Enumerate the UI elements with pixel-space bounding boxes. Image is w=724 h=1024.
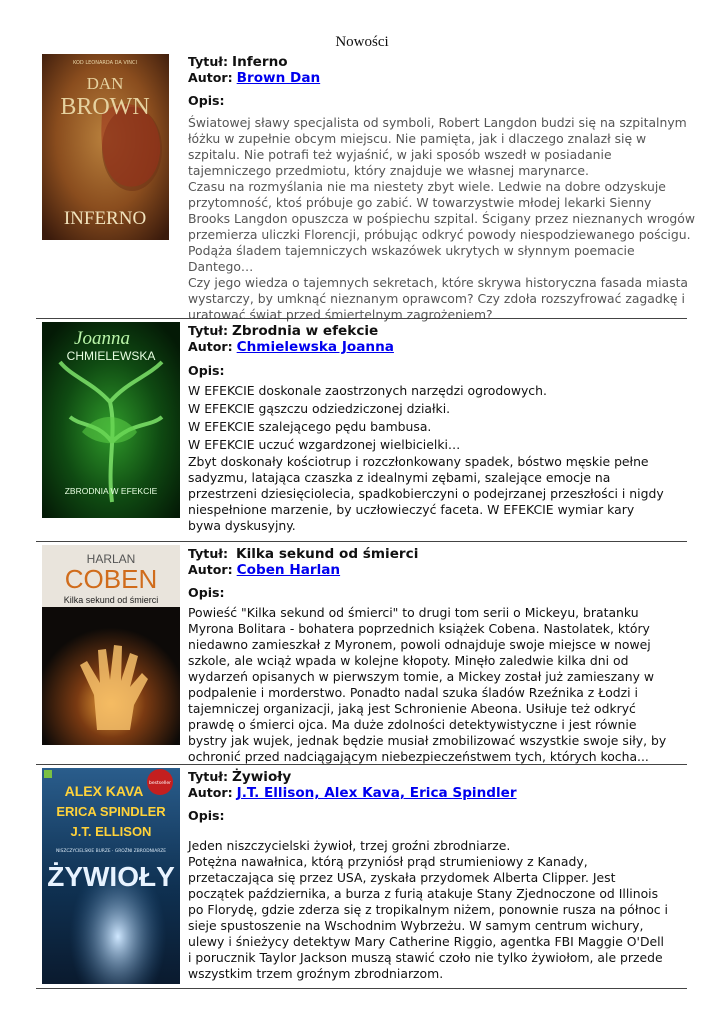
- author-link[interactable]: Chmielewska Joanna: [236, 339, 394, 355]
- description-line: ulewy i śnieżycy detektyw Mary Catherine Riggio, agentka FBI Maggie O'Dell: [188, 934, 664, 949]
- book-entry-inferno: [36, 54, 696, 322]
- description-line: szpitalu. Nie potrafi też wyjaśnić, w jaki sposób wszedł w posiadanie: [188, 147, 612, 162]
- author-label: Autor:: [188, 785, 233, 800]
- description-line: sieje spustoszenie na Wschodnim Wybrzeżu. W samym centrum wichury,: [188, 918, 644, 933]
- description-label: Opis:: [188, 93, 225, 108]
- book-description: [188, 115, 696, 323]
- cover-title: INFERNO: [63, 208, 147, 229]
- author-label: Autor:: [188, 562, 233, 577]
- description-line: W EFEKCIE gąszczu odziedziczonej działki.: [188, 401, 451, 416]
- description-line: Podąża śladem tajemniczych wskazówek ukrytych w słynnym poemacie: [188, 243, 635, 258]
- title-row: [188, 323, 687, 339]
- description-line: przytomność, ktoś próbuje go zabić. W towarzystwie młodej lekarki Sienny: [188, 195, 652, 210]
- book-cover-zbrodnia[interactable]: [42, 322, 180, 518]
- title-label: Tytuł:: [188, 54, 229, 69]
- cover-author-bottom: COBEN: [64, 564, 158, 594]
- book-info-inferno: [188, 54, 696, 323]
- cover-author-2: ERICA SPINDLER: [56, 804, 166, 819]
- book-description: [188, 605, 687, 765]
- description-line: po Florydę, gdzie zderza się z tropikalnym niżem, ponownie rusza na północ i: [188, 902, 669, 917]
- book-cover-inferno[interactable]: [42, 54, 169, 240]
- description-line: łóżku w zupełnie obcym miejscu. Nie pamięta, jak i dlaczego znalazł się w: [188, 131, 647, 146]
- description-line: Zbyt doskonały kościotrup i rozczłonkowany spadek, bóstwo męskie pełne: [188, 454, 649, 469]
- description-line: tajemniczego przedmiotu, który znajduje we własnej marynarce.: [188, 163, 589, 178]
- description-line: sadyzmu, latająca czaszka z idealnymi zębami, szalejące emocje na: [188, 470, 611, 485]
- description-line: Światowej sławy specjalista od symboli, Robert Langdon budzi się na szpitalnym: [188, 115, 687, 130]
- description-line: przemierza uliczki Florencji, próbując odkryć powody niespodziewanego pościgu.: [188, 227, 691, 242]
- title-row: [188, 54, 687, 70]
- author-link[interactable]: Coben Harlan: [236, 562, 341, 578]
- title-label: Tytuł:: [188, 323, 229, 338]
- cover-title: ŻYWIOŁY: [47, 861, 175, 892]
- description-line: bywa dyskusyjny.: [188, 518, 296, 533]
- cover-author-3: J.T. ELLISON: [70, 824, 152, 839]
- cover-series-text: KOD LEONARDA DA VINCI: [72, 60, 138, 66]
- description-line: prawdę o śmierci ojca. Ma duże zdolności detektywistyczne i jest równie: [188, 717, 637, 732]
- description-line: uratować świat przed śmiertelnym zagrożeniem?: [188, 307, 493, 322]
- separator: [36, 541, 687, 542]
- cover-author-bottom: BROWN: [60, 94, 150, 120]
- description-line: niespełnione marzenie, by uczłowieczyć faceta. W EFEKCIE wymiar kary: [188, 502, 635, 517]
- book-title: Kilka sekund od śmierci: [236, 546, 419, 562]
- description-label: Opis:: [188, 808, 225, 823]
- description-line: ochronić przed nadciągającym niebezpieczeństwem tych, których kocha...: [188, 749, 649, 764]
- title-row: [188, 546, 687, 562]
- separator: [36, 764, 687, 765]
- cover-title: ZBRODNIA W EFEKCIE: [64, 486, 158, 496]
- cover-author-1: ALEX KAVA: [64, 783, 144, 799]
- book-info-zywioly: [188, 769, 687, 982]
- book-entry-zywioly: [36, 768, 687, 990]
- cover-author-top: HARLAN: [86, 552, 136, 566]
- description-label: Opis:: [188, 585, 225, 600]
- author-row: [188, 785, 687, 801]
- description-line: Czasu na rozmyślania nie ma niestety zbyt wiele. Ledwie na dobre odzyskuje: [188, 179, 666, 194]
- title-label: Tytuł:: [188, 769, 229, 784]
- book-title: Żywioły: [232, 769, 292, 785]
- description-line: Myrona Bolitara - bohatera poprzednich książek Cobena. Nastolatek, który: [188, 621, 650, 636]
- description-line: Brooks Langdon opuszcza w pośpiechu szpital. Ścigany przez nieznanych wrogów: [188, 211, 696, 226]
- book-entry-zbrodnia: [36, 322, 687, 538]
- book-title: Inferno: [232, 54, 288, 70]
- description-line: i porucznik Taylor Jackson muszą stawić czoło nie tylko żywiołom, ale przede: [188, 950, 663, 965]
- author-row: [188, 70, 687, 86]
- book-info-zbrodnia: [188, 323, 687, 534]
- page-title: Nowości: [335, 34, 389, 50]
- description-label: Opis:: [188, 363, 225, 378]
- description-line: tajemniczej organizacji, jaką jest Schronienie Abeona. Usiłuje też odkryć: [188, 701, 636, 716]
- author-link[interactable]: J.T. Ellison, Alex Kava, Erica Spindler: [236, 785, 517, 801]
- cover-badge: bestseller: [149, 781, 171, 786]
- cover-title: Kilka sekund od śmierci: [63, 595, 159, 605]
- description-line: wszystkim trzem groźnym zbrodniarzom.: [188, 966, 444, 981]
- cover-author-bottom: CHMIELEWSKA: [66, 349, 156, 363]
- description-line: Czy jego wiedza o tajemnych sekretach, które skrywa historyczna fasada miasta: [188, 275, 689, 290]
- description-line: Powieść "Kilka sekund od śmierci" to drugi tom serii o Mickeyu, bratanku: [188, 605, 639, 620]
- book-description: [188, 838, 687, 982]
- description-line: szkole, ale wciąż wpada w kolejne kłopoty. Minęło zaledwie kilka dni od: [188, 653, 629, 668]
- separator: [36, 988, 687, 989]
- author-row: [188, 339, 687, 355]
- description-line: W EFEKCIE uczuć wzgardzonej wielbicielki…: [188, 437, 461, 452]
- book-cover-zywioly[interactable]: [42, 768, 180, 984]
- book-title: Zbrodnia w efekcie: [232, 323, 379, 339]
- description-line: Dantego…: [188, 259, 254, 274]
- book-description: [188, 382, 687, 454]
- description-line: wystarczy, by umknąć nieznanym oprawcom? Czy zdoła rozszyfrować zagadkę i: [188, 291, 685, 306]
- description-line: wydarzeń opisanych w pierwszym tomie, a Mickey został już zamieszany w: [188, 669, 654, 684]
- title-row: [188, 769, 687, 785]
- book-info-kilka-sekund: [188, 546, 687, 765]
- description-line: W EFEKCIE doskonale zaostrzonych narzędzi ogrodowych.: [188, 383, 547, 398]
- cover-author-top: DAN: [86, 74, 124, 93]
- description-line: W EFEKCIE szalejącego pędu bambusa.: [188, 419, 432, 434]
- description-line: początek października, a burza z furią atakuje Stany Zjednoczone od Illinois: [188, 886, 659, 901]
- description-line: Potężna nawałnica, którą przyniósł prąd strumieniowy z Kanady,: [188, 854, 588, 869]
- cover-author-top: Joanna: [74, 328, 130, 349]
- description-line: podpalenie i morderstwo. Ponadto nadal szuka śladów Rzeźnika z Łodzi i: [188, 685, 638, 700]
- cover-subtitle: NISZCZYCIELSKIE BURZE · GROŹNI ZBRODNIARZE: [55, 849, 167, 854]
- author-label: Autor:: [188, 70, 233, 85]
- title-label: Tytuł:: [188, 546, 229, 561]
- book-description-body: [188, 454, 687, 534]
- description-line: Jeden niszczycielski żywioł, trzej groźni zbrodniarze.: [188, 838, 511, 853]
- book-entry-kilka-sekund: [36, 545, 687, 764]
- book-cover-kilka-sekund[interactable]: [42, 545, 180, 745]
- author-label: Autor:: [188, 339, 233, 354]
- separator: [36, 318, 687, 319]
- description-line: przetaczająca się przez USA, zyskała przydomek Alberta Clipper. Jest: [188, 870, 616, 885]
- description-line: bystry jak wujek, jednak będzie musiał zmobilizować wszystkie swoje siły, by: [188, 733, 667, 748]
- description-line: przestrzeni dziesięciolecia, spadkobierczyni o podejrzanej przeszłości i nigdy: [188, 486, 664, 501]
- description-line: niedawno zamieszkał z Myronem, powoli odnajduje swoje miejsce w nowej: [188, 637, 651, 652]
- author-row: [188, 562, 687, 578]
- author-link[interactable]: Brown Dan: [236, 70, 321, 86]
